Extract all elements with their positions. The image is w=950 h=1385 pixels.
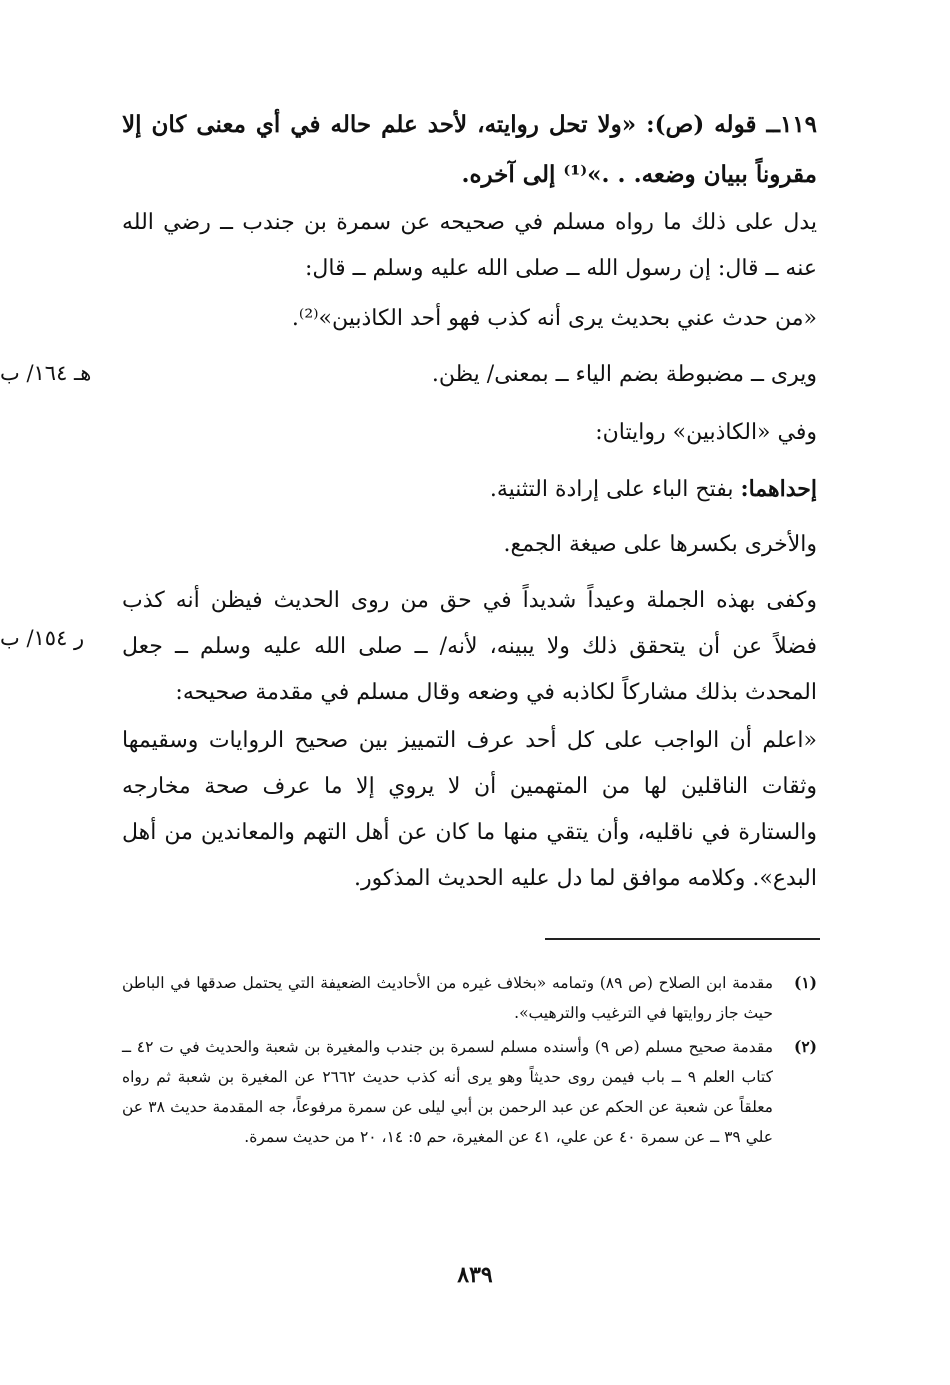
section-heading: ١١٩ــ قوله (ص): «ولا تحل روايته، لأحد علم حاله في أي معنى كان إلا مقروناً ببيان وضعه. . .»⁽¹⁾ إلى آخره. [122, 111, 817, 188]
footnote-number: (٢) [793, 1037, 817, 1056]
paragraph-warning: وكفى بهذه الجملة وعيداً شديداً في حق من روى الحديث فيظن أنه كذب فضلاً عن أن يتحقق ذلك ولا يبينه، لأنه/ ــ صلى الله عليه وسلم ــ جعل المحدث بذلك مشاركاً لكاذبه في وضعه وقال مسلم في مقدمة صحيحه: [122, 588, 817, 705]
first-reading-label: إحداهما: [740, 476, 817, 502]
paragraph-two-readings: وفي «الكاذبين» روايتان: [595, 420, 817, 445]
margin-note-manuscript-h: هـ ١٦٤/ ب [0, 361, 92, 385]
footnote-text: مقدمة صحيح مسلم (ص ٩) وأسنده مسلم لسمرة بن جندب والمغيرة بن شعبة والحديث في ت ٤٢ ــ كتاب العلم ٩ ــ باب فيمن روى حديثاً وهو يرى أنه كذب حديث ٢٦٦٢ عن المغيرة بن شعبة ثم رواه معلقاً عن شعبة عن الحكم عن عبد الرحمن بن أبي ليلى عن سمرة مرفوعاً، جه المقدمة حديث ٣٨ عن علي ٣٩ ــ عن سمرة ٤٠ عن علي، ٤١ عن المغيرة، حم ٥: ١٤، ٢٠ من حديث سمرة. [122, 1038, 773, 1146]
paragraph-first-reading [122, 466, 817, 513]
footnote-item [122, 968, 817, 1028]
paragraph-hadith-intro: يدل على ذلك ما رواه مسلم في صحيحه عن سمرة بن جندب ــ رضي الله عنه ــ قال: إن رسول الله ــ صلى الله عليه وسلم ــ قال: [122, 210, 817, 281]
footnotes [122, 968, 817, 1156]
paragraph-second-reading: والأخرى بكسرها على صيغة الجمع. [503, 532, 817, 557]
paragraph-hadith-quote: «من حدث عني بحديث يرى أنه كذب فهو أحد الكاذبين»⁽²⁾. [291, 306, 817, 331]
margin-note-manuscript-r: ر ١٥٤/ ب [0, 626, 85, 650]
footnote-text: مقدمة ابن الصلاح (ص ٨٩) وتمامه «بخلاف غيره من الأحاديث الضعيفة التي يحتمل صدقها في الباطن حيث جاز روايتها في الترغيب والترهيب». [122, 974, 774, 1022]
paragraph-yura-note: ويرى ــ مضبوطة بضم الياء ــ بمعنى/ يظن. [431, 362, 817, 387]
footnote-separator [545, 938, 820, 940]
first-reading-text: بفتح الباء على إرادة التثنية. [489, 477, 741, 502]
page-number: ٨٣٩ [457, 1262, 493, 1288]
footnote-number: (١) [793, 973, 817, 992]
footnote-item [122, 1032, 817, 1152]
paragraph-muslim-quote: «اعلم أن الواجب على كل أحد عرف التمييز بين صحيح الروايات وسقيمها وثقات الناقلين لها من المتهمين أن لا يروي إلا ما عرف صحة مخارجه والستارة في ناقليه، وأن يتقي منها ما كان عن أهل التهم والمعاندين من أهل البدع». وكلامه موافق لما دل عليه الحديث المذكور. [122, 728, 817, 891]
